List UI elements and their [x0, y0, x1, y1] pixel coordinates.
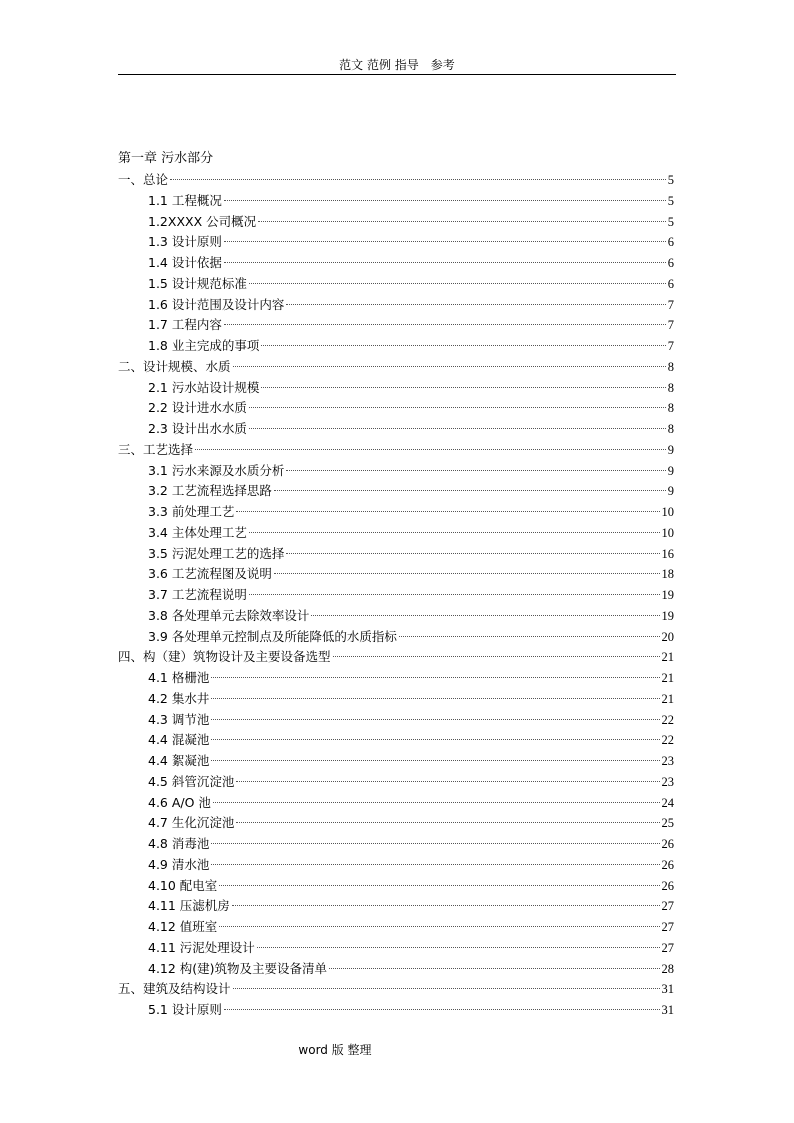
- toc-entry-page-number: 6: [667, 235, 674, 250]
- toc-entry-page-number: 19: [661, 588, 674, 602]
- toc-entry-page-number: 21: [661, 650, 674, 665]
- toc-entry-label: 2.2 设计进水水质: [148, 400, 247, 416]
- toc-leader-dots: [211, 864, 659, 865]
- toc-leader-dots: [249, 407, 666, 408]
- toc-entry-label: 1.6 设计范围及设计内容: [148, 296, 285, 312]
- toc-entry[interactable]: [118, 295, 674, 316]
- toc-entry-label: 4.2 集水井: [148, 690, 210, 706]
- toc-leader-dots: [224, 324, 666, 325]
- toc-entry[interactable]: [118, 793, 674, 814]
- toc-entry-page-number: 7: [667, 318, 674, 333]
- toc-entry-page-number: 21: [661, 691, 674, 706]
- toc-entry-label: 一、总论: [118, 172, 169, 187]
- toc-entry-page-number: 26: [661, 857, 674, 872]
- toc-entry-page-number: 24: [661, 795, 674, 810]
- toc-entry-label: 2.1 污水站设计规模: [148, 379, 260, 395]
- toc-entry[interactable]: [118, 191, 674, 212]
- toc-leader-dots: [274, 573, 660, 574]
- toc-entry-label: 4.8 消毒池: [148, 836, 210, 851]
- toc-entry-page-number: 8: [667, 401, 674, 416]
- toc-leader-dots: [249, 532, 660, 533]
- toc-entry-label: 3.3 前处理工艺: [148, 504, 235, 519]
- toc-entry-page-number: 21: [661, 671, 674, 685]
- toc-entry-label: 4.11 污泥处理设计: [148, 939, 255, 955]
- toc-entry-label: 1.2XXXX 公司概况: [148, 213, 257, 229]
- toc-leader-dots: [233, 988, 660, 989]
- toc-entry-page-number: 31: [661, 1003, 674, 1017]
- toc-entry[interactable]: [118, 232, 674, 253]
- toc-entry-label: 4.12 值班室: [148, 919, 218, 934]
- toc-leader-dots: [224, 241, 666, 242]
- toc-leader-dots: [249, 428, 666, 429]
- toc-leader-dots: [224, 200, 666, 201]
- toc-entry-label: 五、建筑及结构设计: [118, 981, 231, 997]
- toc-entry-label: 4.9 清水池: [148, 856, 210, 872]
- toc-leader-dots: [257, 947, 660, 948]
- toc-leader-dots: [236, 781, 659, 782]
- toc-entry-page-number: 9: [667, 484, 674, 499]
- toc-entry-page-number: 23: [661, 754, 674, 768]
- toc-entry-label: 3.5 污泥处理工艺的选择: [148, 545, 285, 561]
- toc-entry-page-number: 7: [667, 297, 674, 312]
- toc-entry-page-number: 23: [661, 774, 674, 789]
- toc-leader-dots: [233, 366, 666, 367]
- toc-entry-page-number: 18: [661, 567, 674, 582]
- toc-entry[interactable]: [118, 979, 674, 1000]
- toc-entry[interactable]: [118, 917, 674, 938]
- toc-entry-page-number: 28: [661, 961, 674, 976]
- toc-entry[interactable]: [118, 710, 674, 731]
- toc-leader-dots: [213, 802, 660, 803]
- toc-entry[interactable]: [118, 585, 674, 606]
- toc-entry[interactable]: [118, 212, 674, 233]
- toc-entry[interactable]: [118, 689, 674, 710]
- toc-entry[interactable]: [118, 772, 674, 793]
- toc-entry-label: 3.8 各处理单元去除效率设计: [148, 607, 310, 623]
- toc-entry-label: 3.9 各处理单元控制点及所能降低的水质指标: [148, 628, 397, 644]
- toc-entry-label: 1.3 设计原则: [148, 234, 222, 250]
- toc-entry-page-number: 5: [667, 193, 674, 208]
- chapter-title: 第一章 污水部分: [118, 151, 214, 166]
- toc-entry[interactable]: [118, 481, 674, 502]
- toc-leader-dots: [236, 822, 659, 823]
- toc-entry[interactable]: [118, 668, 674, 689]
- toc-entry-page-number: 31: [661, 982, 674, 997]
- toc-leader-dots: [219, 926, 659, 927]
- toc-entry[interactable]: [118, 357, 674, 378]
- toc-entry-label: 4.5 斜管沉淀池: [148, 773, 235, 789]
- page-footer: word 版 整理: [298, 1043, 372, 1057]
- toc-entry-label: 4.1 格栅池: [148, 670, 210, 685]
- toc-entry[interactable]: [118, 523, 674, 544]
- toc-entry-page-number: 6: [667, 276, 674, 291]
- toc-entry[interactable]: [118, 378, 674, 399]
- toc-entry-page-number: 5: [667, 173, 674, 187]
- toc-entry-label: 3.2 工艺流程选择思路: [148, 483, 272, 499]
- toc-entry[interactable]: [118, 606, 674, 627]
- toc-entry[interactable]: [118, 253, 674, 274]
- toc-leader-dots: [333, 656, 660, 657]
- toc-entry[interactable]: [118, 959, 674, 980]
- toc-leader-dots: [211, 760, 659, 761]
- toc-entry-label: 1.5 设计规范标准: [148, 275, 247, 291]
- toc-entry-page-number: 9: [667, 463, 674, 478]
- page-header: 范文 范例 指导 参考: [339, 58, 455, 72]
- toc-entry-page-number: 7: [667, 339, 674, 353]
- toc-entry-page-number: 5: [667, 214, 674, 229]
- toc-leader-dots: [236, 511, 659, 512]
- toc-leader-dots: [249, 283, 666, 284]
- toc-entry-page-number: 22: [661, 712, 674, 727]
- toc-entry-label: 1.1 工程概况: [148, 192, 222, 208]
- toc-entry-label: 3.1 污水来源及水质分析: [148, 462, 285, 478]
- toc-entry-label: 3.4 主体处理工艺: [148, 524, 247, 540]
- toc-entry-page-number: 8: [667, 359, 674, 374]
- toc-entry-label: 1.7 工程内容: [148, 317, 222, 333]
- toc-leader-dots: [258, 221, 666, 222]
- toc-entry-page-number: 26: [661, 837, 674, 851]
- toc-leader-dots: [261, 387, 665, 388]
- toc-entry-page-number: 20: [661, 629, 674, 644]
- toc-leader-dots: [274, 490, 666, 491]
- toc-leader-dots: [170, 179, 666, 180]
- toc-entry[interactable]: [118, 336, 674, 357]
- toc-entry[interactable]: [118, 834, 674, 855]
- toc-entry-label: 4.11 压滤机房: [148, 898, 230, 914]
- toc-entry-page-number: 19: [661, 608, 674, 623]
- toc-leader-dots: [286, 470, 665, 471]
- toc-leader-dots: [195, 449, 666, 450]
- toc-entry[interactable]: [118, 544, 674, 565]
- toc-entry[interactable]: [118, 855, 674, 876]
- toc-leader-dots: [399, 636, 660, 637]
- toc-entry-label: 二、设计规模、水质: [118, 358, 231, 374]
- toc-entry-page-number: 22: [661, 733, 674, 748]
- toc-entry-page-number: 16: [661, 546, 674, 561]
- toc-leader-dots: [286, 553, 659, 554]
- toc-leader-dots: [211, 677, 659, 678]
- toc-leader-dots: [249, 594, 660, 595]
- toc-entry-label: 4.3 调节池: [148, 711, 210, 727]
- toc-leader-dots: [219, 885, 659, 886]
- toc-entry-page-number: 6: [667, 256, 674, 270]
- toc-leader-dots: [211, 719, 659, 720]
- toc-leader-dots: [261, 345, 665, 346]
- toc-leader-dots: [224, 1009, 660, 1010]
- toc-leader-dots: [286, 304, 665, 305]
- toc-entry[interactable]: [118, 730, 674, 751]
- toc-entry-label: 5.1 设计原则: [148, 1002, 222, 1017]
- toc-entry[interactable]: [118, 896, 674, 917]
- toc-leader-dots: [211, 739, 659, 740]
- toc-entry[interactable]: [118, 876, 674, 897]
- toc-entry[interactable]: [118, 398, 674, 419]
- toc-entry[interactable]: [118, 1000, 674, 1021]
- toc-entry-label: 3.6 工艺流程图及说明: [148, 566, 272, 582]
- toc-entry[interactable]: [118, 170, 674, 191]
- toc-entry-label: 4.12 构(建)筑物及主要设备清单: [148, 960, 328, 976]
- toc-leader-dots: [311, 615, 659, 616]
- toc-entry-label: 4.7 生化沉淀池: [148, 815, 235, 831]
- header-divider: [118, 74, 676, 75]
- toc-entry-page-number: 8: [667, 422, 674, 436]
- toc-entry[interactable]: [118, 564, 674, 585]
- toc-entry-page-number: 27: [661, 899, 674, 914]
- toc-entry-label: 3.7 工艺流程说明: [148, 587, 247, 602]
- toc-entry-label: 4.4 絮凝池: [148, 753, 210, 768]
- toc-entry-page-number: 26: [661, 878, 674, 893]
- toc-entry-label: 4.6 A/O 池: [148, 794, 211, 810]
- toc-entry-label: 2.3 设计出水水质: [148, 421, 247, 436]
- toc-entry-page-number: 27: [661, 920, 674, 934]
- toc-entry[interactable]: [118, 419, 674, 440]
- toc-entry-page-number: 9: [667, 442, 674, 457]
- toc-entry[interactable]: [118, 751, 674, 772]
- toc-entry-page-number: 27: [661, 940, 674, 955]
- toc-entry-page-number: 8: [667, 380, 674, 395]
- toc-leader-dots: [211, 843, 659, 844]
- toc-entry-label: 4.10 配电室: [148, 877, 218, 893]
- toc-leader-dots: [224, 262, 666, 263]
- toc-entry[interactable]: [118, 813, 674, 834]
- toc-entry-label: 1.8 业主完成的事项: [148, 338, 260, 353]
- toc-leader-dots: [211, 698, 659, 699]
- toc-entry-label: 1.4 设计依据: [148, 255, 222, 270]
- toc-entry[interactable]: [118, 274, 674, 295]
- toc-entry-label: 四、构（建）筑物设计及主要设备选型: [118, 649, 331, 665]
- toc-leader-dots: [232, 905, 660, 906]
- toc-leader-dots: [329, 968, 659, 969]
- toc-entry-label: 4.4 混凝池: [148, 732, 210, 748]
- toc-entry-page-number: 25: [661, 816, 674, 831]
- toc-entry-label: 三、工艺选择: [118, 441, 194, 457]
- toc-entry[interactable]: [118, 938, 674, 959]
- toc-entry-page-number: 10: [661, 525, 674, 540]
- toc-entry[interactable]: [118, 502, 674, 523]
- table-of-contents: [118, 170, 674, 1021]
- toc-entry[interactable]: [118, 647, 674, 668]
- toc-entry[interactable]: [118, 627, 674, 648]
- toc-entry-page-number: 10: [661, 505, 674, 519]
- toc-entry[interactable]: [118, 440, 674, 461]
- toc-entry[interactable]: [118, 315, 674, 336]
- toc-entry[interactable]: [118, 461, 674, 482]
